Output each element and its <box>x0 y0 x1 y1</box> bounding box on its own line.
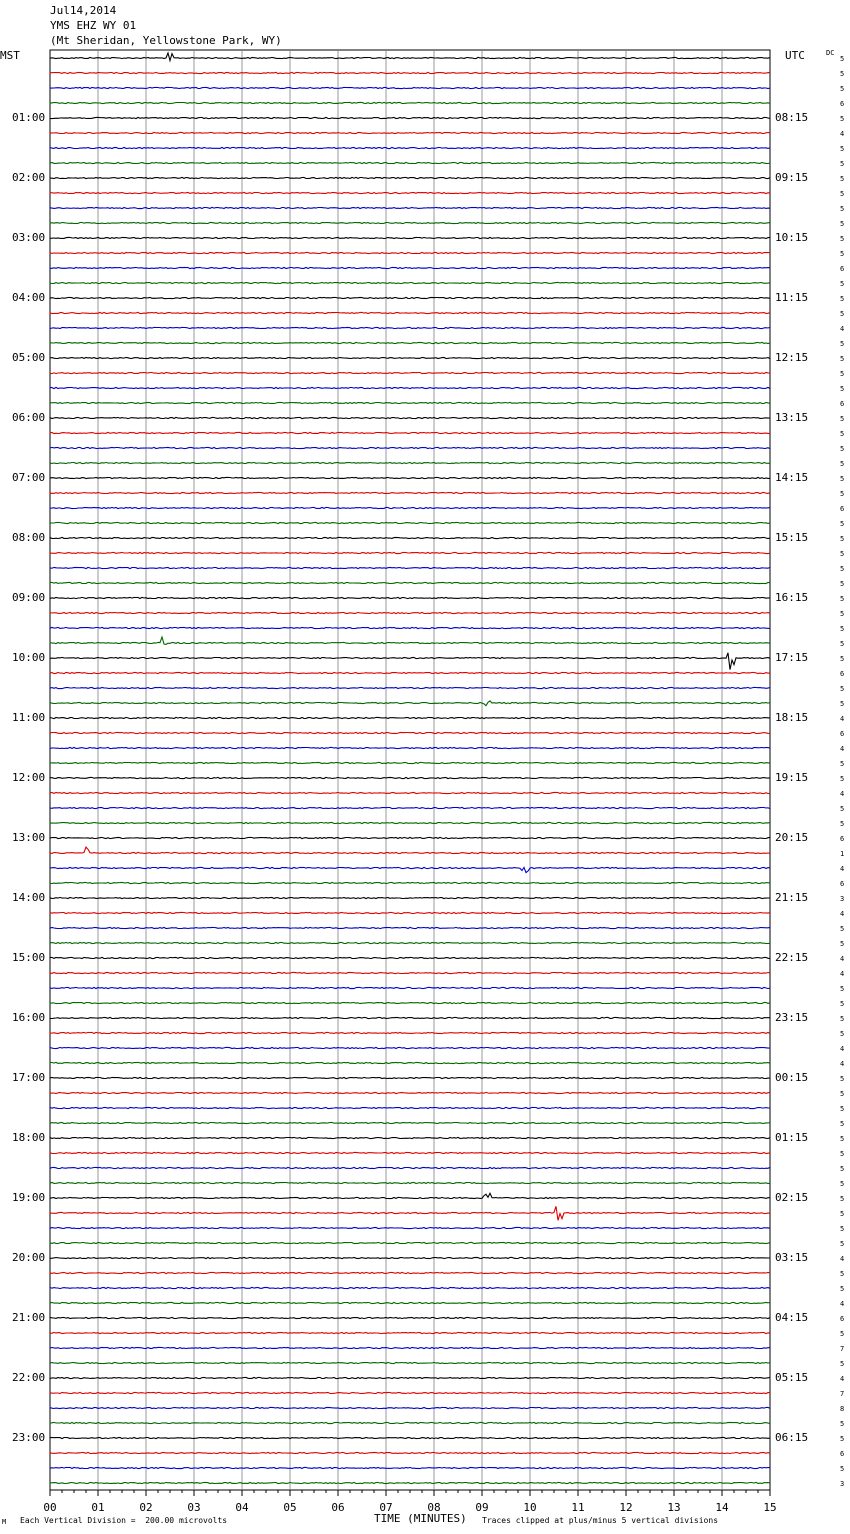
right-hour-label: 02:15 <box>775 1191 809 1204</box>
dc-offset-value: 5 <box>840 925 845 933</box>
dc-offset-value: 6 <box>840 880 845 888</box>
dc-offset-value: 5 <box>840 355 845 363</box>
dc-offset-value: 5 <box>840 190 845 198</box>
dc-offset-value: 5 <box>840 775 845 783</box>
dc-offset-value: 7 <box>840 1390 845 1398</box>
trace-line <box>50 792 770 793</box>
left-hour-label: 09:00 <box>12 591 46 604</box>
dc-offset-value: 6 <box>840 1450 845 1458</box>
trace-line <box>50 342 770 343</box>
dc-offset-value: 5 <box>840 490 845 498</box>
dc-offset-value: 4 <box>840 1255 845 1263</box>
dc-offset-value: 5 <box>840 1360 845 1368</box>
right-hour-label: 14:15 <box>775 471 809 484</box>
left-hour-label: 13:00 <box>12 831 46 844</box>
trace-line <box>50 507 770 508</box>
trace-line <box>50 1062 770 1063</box>
dc-offset-value: 5 <box>840 550 845 558</box>
x-tick-label: 02 <box>139 1501 153 1514</box>
trace-line <box>50 327 770 328</box>
right-hour-label: 10:15 <box>775 231 809 244</box>
trace-line <box>50 672 770 673</box>
trace-line <box>50 462 770 463</box>
dc-offset-value: 5 <box>840 205 845 213</box>
trace-line <box>50 957 770 958</box>
trace-line <box>50 237 770 238</box>
trace-line <box>50 777 770 778</box>
clip-note: Traces clipped at plus/minus 5 vertical divisions <box>482 1516 719 1525</box>
dc-offset-value: 5 <box>840 1435 845 1443</box>
dc-offset-value: 5 <box>840 370 845 378</box>
dc-offset-value: 5 <box>840 1270 845 1278</box>
x-tick-label: 06 <box>331 1501 345 1514</box>
dc-offset-value: 5 <box>840 820 845 828</box>
dc-offset-value: 7 <box>840 1345 845 1353</box>
dc-offset-value: 6 <box>840 835 845 843</box>
dc-offset-value: 5 <box>840 445 845 453</box>
dc-offset-value: 5 <box>840 1225 845 1233</box>
dc-offset-value: 4 <box>840 1045 845 1053</box>
trace-line <box>50 597 770 598</box>
trace-line <box>50 387 770 388</box>
left-hour-label: 11:00 <box>12 711 46 724</box>
dc-offset-value: 5 <box>840 580 845 588</box>
left-hour-label: 03:00 <box>12 231 46 244</box>
x-tick-label: 11 <box>571 1501 585 1514</box>
trace-line <box>50 1193 770 1198</box>
dc-offset-value: 5 <box>840 280 845 288</box>
dc-offset-value: 5 <box>840 1420 845 1428</box>
trace-line <box>50 1017 770 1018</box>
trace-line <box>50 847 770 854</box>
dc-offset-value: 5 <box>840 1075 845 1083</box>
dc-offset-value: 4 <box>840 715 845 723</box>
trace-line <box>50 552 770 553</box>
trace-line <box>50 897 770 898</box>
left-hour-label: 17:00 <box>12 1071 46 1084</box>
x-tick-label: 07 <box>379 1501 393 1514</box>
trace-line <box>50 1422 770 1423</box>
dc-offset-value: 6 <box>840 505 845 513</box>
left-hour-label: 01:00 <box>12 111 46 124</box>
dc-offset-header: DC <box>826 49 835 57</box>
trace-line <box>50 1227 770 1228</box>
trace-line <box>50 1182 770 1183</box>
trace-line <box>50 717 770 718</box>
left-hour-label: 10:00 <box>12 651 46 664</box>
dc-offset-value: 8 <box>840 1405 845 1413</box>
left-hour-label: 08:00 <box>12 531 46 544</box>
left-hour-label: 18:00 <box>12 1131 46 1144</box>
dc-offset-value: 5 <box>840 220 845 228</box>
trace-line <box>50 72 770 73</box>
dc-offset-value: 5 <box>840 175 845 183</box>
x-tick-label: 12 <box>619 1501 633 1514</box>
dc-offset-value: 6 <box>840 1315 845 1323</box>
trace-line <box>50 1242 770 1243</box>
x-tick-label: 04 <box>235 1501 249 1514</box>
dc-offset-value: 6 <box>840 100 845 108</box>
trace-line <box>50 192 770 193</box>
trace-line <box>50 1437 770 1438</box>
trace-line <box>50 102 770 103</box>
x-tick-label: 05 <box>283 1501 297 1514</box>
trace-line <box>50 1362 770 1363</box>
trace-line <box>50 372 770 373</box>
dc-offset-value: 5 <box>840 625 845 633</box>
dc-offset-value: 5 <box>840 145 845 153</box>
x-tick-label: 10 <box>523 1501 537 1514</box>
left-hour-label: 14:00 <box>12 891 46 904</box>
dc-offset-value: 5 <box>840 1105 845 1113</box>
trace-line <box>50 807 770 808</box>
trace-line <box>50 912 770 913</box>
trace-line <box>50 972 770 973</box>
dc-offset-value: 5 <box>840 565 845 573</box>
trace-line <box>50 1317 770 1318</box>
trace-line <box>50 522 770 523</box>
trace-line <box>50 53 770 61</box>
trace-line <box>50 687 770 688</box>
right-hour-label: 09:15 <box>775 171 809 184</box>
plot-date: Jul14,2014 <box>50 4 117 17</box>
dc-offset-value: 4 <box>840 325 845 333</box>
right-hour-label: 08:15 <box>775 111 809 124</box>
dc-offset-value: 5 <box>840 1195 845 1203</box>
right-hour-label: 11:15 <box>775 291 809 304</box>
station-location: (Mt Sheridan, Yellowstone Park, WY) <box>50 34 282 47</box>
corner-mark: M <box>2 1518 7 1526</box>
dc-offset-value: 6 <box>840 670 845 678</box>
trace-line <box>50 177 770 178</box>
trace-line <box>50 1407 770 1408</box>
dc-offset-value: 5 <box>840 235 845 243</box>
dc-offset-value: 5 <box>840 295 845 303</box>
x-tick-label: 03 <box>187 1501 201 1514</box>
right-timezone-label: UTC <box>785 49 805 62</box>
dc-offset-value: 5 <box>840 475 845 483</box>
dc-offset-value: 5 <box>840 310 845 318</box>
dc-offset-value: 5 <box>840 1000 845 1008</box>
left-hour-label: 16:00 <box>12 1011 46 1024</box>
dc-offset-value: 4 <box>840 970 845 978</box>
left-hour-label: 02:00 <box>12 171 46 184</box>
dc-offset-value: 5 <box>840 1165 845 1173</box>
x-tick-label: 00 <box>43 1501 57 1514</box>
trace-line <box>50 282 770 283</box>
left-hour-label: 04:00 <box>12 291 46 304</box>
right-hour-label: 21:15 <box>775 891 809 904</box>
trace-line <box>50 87 770 88</box>
dc-offset-value: 4 <box>840 955 845 963</box>
dc-offset-value: 4 <box>840 745 845 753</box>
x-tick-label: 14 <box>715 1501 729 1514</box>
dc-offset-value: 5 <box>840 1120 845 1128</box>
trace-line <box>50 732 770 733</box>
trace-line <box>50 1206 770 1220</box>
right-hour-label: 15:15 <box>775 531 809 544</box>
left-hour-label: 05:00 <box>12 351 46 364</box>
dc-offset-value: 5 <box>840 250 845 258</box>
dc-offset-value: 5 <box>840 415 845 423</box>
dc-offset-value: 5 <box>840 520 845 528</box>
trace-line <box>50 417 770 418</box>
dc-offset-value: 1 <box>840 850 845 858</box>
left-hour-label: 23:00 <box>12 1431 46 1444</box>
right-hour-label: 22:15 <box>775 951 809 964</box>
trace-line <box>50 837 770 838</box>
trace-line <box>50 537 770 538</box>
dc-offset-value: 5 <box>840 70 845 78</box>
dc-offset-value: 4 <box>840 910 845 918</box>
trace-line <box>50 1302 770 1303</box>
trace-line <box>50 402 770 403</box>
dc-offset-value: 5 <box>840 685 845 693</box>
trace-line <box>50 1152 770 1153</box>
trace-line <box>50 432 770 433</box>
left-hour-label: 19:00 <box>12 1191 46 1204</box>
dc-offset-value: 5 <box>840 430 845 438</box>
left-hour-label: 12:00 <box>12 771 46 784</box>
left-timezone-label: MST <box>0 49 20 62</box>
trace-line <box>50 582 770 583</box>
trace-line <box>50 653 770 670</box>
right-hour-label: 00:15 <box>775 1071 809 1084</box>
dc-offset-value: 4 <box>840 790 845 798</box>
left-hour-label: 20:00 <box>12 1251 46 1264</box>
trace-line <box>50 1077 770 1078</box>
trace-line <box>50 1347 770 1348</box>
trace-line <box>50 1377 770 1378</box>
trace-line <box>50 987 770 988</box>
trace-line <box>50 762 770 763</box>
trace-line <box>50 1002 770 1003</box>
right-hour-label: 20:15 <box>775 831 809 844</box>
dc-offset-value: 5 <box>840 1210 845 1218</box>
dc-offset-value: 4 <box>840 130 845 138</box>
trace-line <box>50 147 770 148</box>
dc-offset-value: 5 <box>840 115 845 123</box>
dc-offset-value: 5 <box>840 760 845 768</box>
left-hour-label: 21:00 <box>12 1311 46 1324</box>
dc-offset-value: 5 <box>840 85 845 93</box>
right-hour-label: 18:15 <box>775 711 809 724</box>
station-code: YMS EHZ WY 01 <box>50 19 137 32</box>
trace-line <box>50 567 770 568</box>
dc-offset-value: 5 <box>840 940 845 948</box>
trace-line <box>50 701 770 706</box>
trace-line <box>50 627 770 628</box>
dc-offset-value: 5 <box>840 460 845 468</box>
dc-offset-value: 5 <box>840 1465 845 1473</box>
trace-line <box>50 132 770 133</box>
trace-line <box>50 1107 770 1108</box>
dc-offset-value: 5 <box>840 1135 845 1143</box>
dc-offset-value: 4 <box>840 1375 845 1383</box>
dc-offset-value: 5 <box>840 1090 845 1098</box>
dc-offset-value: 5 <box>840 1015 845 1023</box>
dc-offset-value: 3 <box>840 1480 845 1488</box>
trace-line <box>50 927 770 928</box>
trace-line <box>50 207 770 208</box>
trace-line <box>50 822 770 823</box>
trace-line <box>50 162 770 163</box>
scale-note: Each Vertical Division = 200.00 microvolts <box>20 1516 228 1525</box>
dc-offset-value: 4 <box>840 1300 845 1308</box>
left-hour-label: 22:00 <box>12 1371 46 1384</box>
trace-line <box>50 1167 770 1168</box>
trace-line <box>50 612 770 613</box>
trace-line <box>50 1047 770 1048</box>
dc-offset-value: 5 <box>840 640 845 648</box>
dc-offset-value: 5 <box>840 535 845 543</box>
trace-line <box>50 447 770 448</box>
trace-line <box>50 1257 770 1258</box>
dc-offset-value: 5 <box>840 1285 845 1293</box>
trace-line <box>50 117 770 118</box>
trace-line <box>50 267 770 268</box>
trace-line <box>50 1122 770 1123</box>
trace-line <box>50 1032 770 1033</box>
right-hour-label: 13:15 <box>775 411 809 424</box>
right-hour-label: 19:15 <box>775 771 809 784</box>
trace-line <box>50 252 770 253</box>
trace-line <box>50 637 770 644</box>
dc-offset-value: 5 <box>840 1030 845 1038</box>
trace-line <box>50 312 770 313</box>
trace-line <box>50 1272 770 1273</box>
dc-offset-value: 6 <box>840 265 845 273</box>
dc-offset-value: 5 <box>840 985 845 993</box>
x-tick-label: 09 <box>475 1501 489 1514</box>
right-hour-label: 01:15 <box>775 1131 809 1144</box>
dc-offset-value: 5 <box>840 160 845 168</box>
trace-line <box>50 1482 770 1483</box>
right-hour-label: 17:15 <box>775 651 809 664</box>
x-tick-label: 13 <box>667 1501 681 1514</box>
left-hour-label: 06:00 <box>12 411 46 424</box>
right-hour-label: 05:15 <box>775 1371 809 1384</box>
trace-line <box>50 357 770 358</box>
right-hour-label: 16:15 <box>775 591 809 604</box>
dc-offset-value: 5 <box>840 1180 845 1188</box>
trace-line <box>50 1467 770 1468</box>
dc-offset-value: 3 <box>840 895 845 903</box>
dc-offset-value: 5 <box>840 700 845 708</box>
trace-line <box>50 882 770 883</box>
dc-offset-value: 5 <box>840 595 845 603</box>
trace-line <box>50 1287 770 1288</box>
trace-line <box>50 297 770 298</box>
trace-line <box>50 867 770 872</box>
dc-offset-value: 4 <box>840 865 845 873</box>
right-hour-label: 06:15 <box>775 1431 809 1444</box>
dc-offset-value: 5 <box>840 340 845 348</box>
x-tick-label: 08 <box>427 1501 441 1514</box>
left-hour-label: 07:00 <box>12 471 46 484</box>
dc-offset-value: 5 <box>840 1240 845 1248</box>
trace-line <box>50 1092 770 1093</box>
trace-line <box>50 1452 770 1453</box>
x-tick-label: 15 <box>763 1501 777 1514</box>
trace-line <box>50 747 770 748</box>
dc-offset-value: 5 <box>840 55 845 63</box>
trace-line <box>50 492 770 493</box>
trace-line <box>50 477 770 478</box>
right-hour-label: 23:15 <box>775 1011 809 1024</box>
right-hour-label: 03:15 <box>775 1251 809 1264</box>
trace-line <box>50 1137 770 1138</box>
trace-line <box>50 942 770 943</box>
trace-line <box>50 1332 770 1333</box>
dc-offset-value: 4 <box>840 1060 845 1068</box>
dc-offset-value: 6 <box>840 400 845 408</box>
x-tick-label: 01 <box>91 1501 105 1514</box>
left-hour-label: 15:00 <box>12 951 46 964</box>
trace-line <box>50 1392 770 1393</box>
trace-line <box>50 222 770 223</box>
x-axis-title: TIME (MINUTES) <box>374 1512 467 1525</box>
dc-offset-value: 6 <box>840 730 845 738</box>
dc-offset-value: 5 <box>840 1330 845 1338</box>
dc-offset-value: 5 <box>840 385 845 393</box>
dc-offset-value: 5 <box>840 805 845 813</box>
dc-offset-value: 5 <box>840 610 845 618</box>
right-hour-label: 04:15 <box>775 1311 809 1324</box>
dc-offset-value: 5 <box>840 1150 845 1158</box>
dc-offset-value: 5 <box>840 655 845 663</box>
right-hour-label: 12:15 <box>775 351 809 364</box>
